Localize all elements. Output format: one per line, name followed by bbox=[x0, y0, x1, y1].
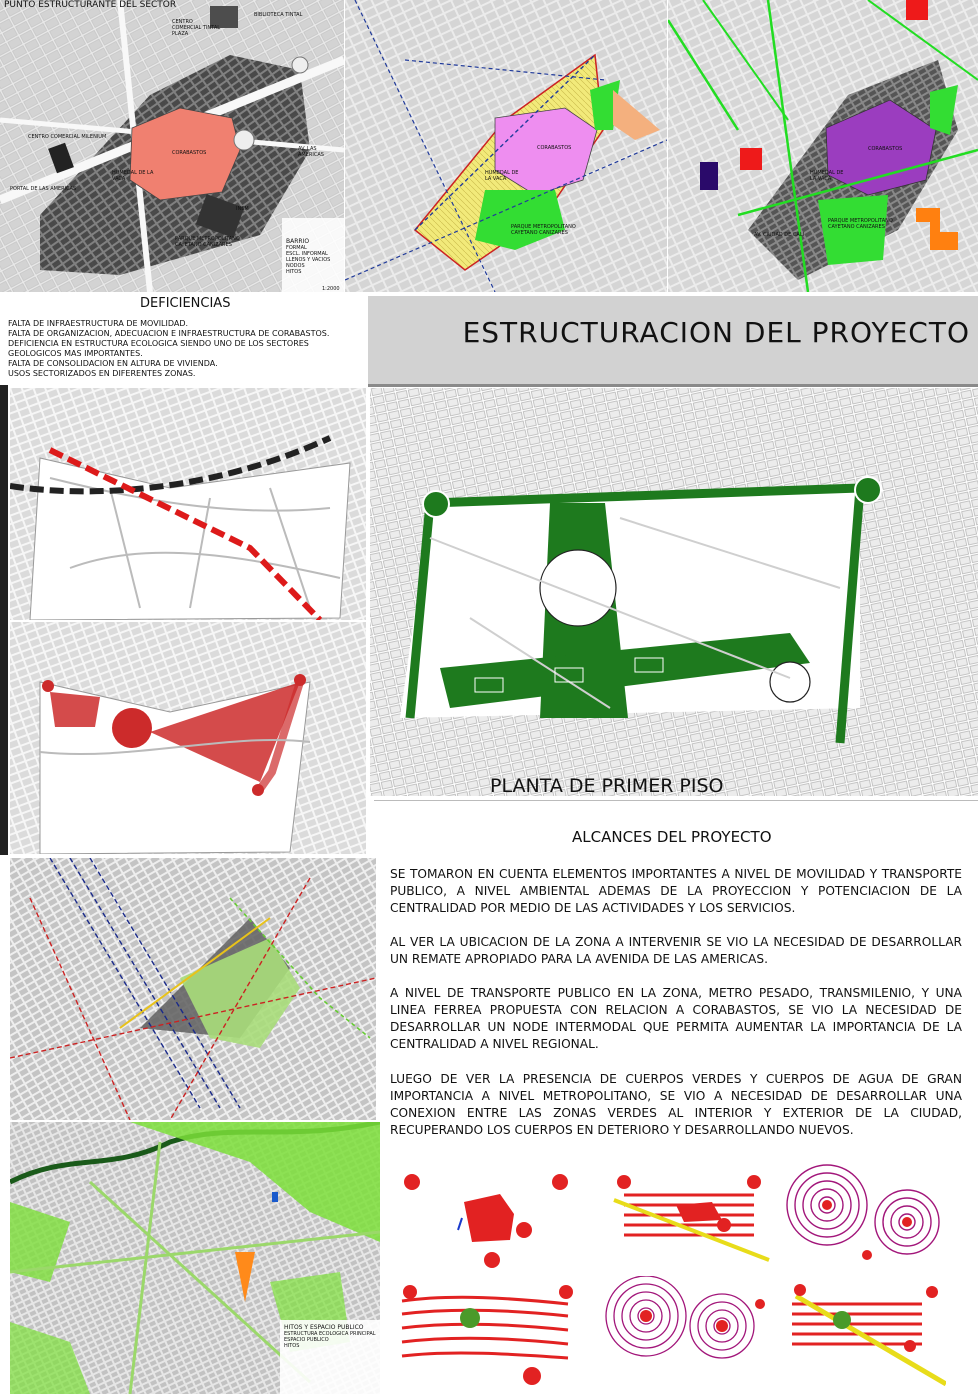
vertical-divider bbox=[0, 385, 8, 855]
map1-label: PORTAL DE LAS AMERICAS bbox=[10, 186, 77, 192]
map-zonificacion bbox=[345, 0, 667, 292]
deficiencia-item: FALTA DE CONSOLIDACION EN ALTURA DE VIVIENDA. bbox=[8, 359, 218, 368]
map1-label: BIBLIOTECA TINTAL bbox=[254, 12, 303, 18]
map1-label: CENTRO COMERCIAL MILENIUM bbox=[28, 134, 107, 140]
planta-primer-piso bbox=[370, 388, 978, 796]
legend-item: ESCL. INFORMAL bbox=[286, 251, 328, 257]
plan-title: PLANTA DE PRIMER PISO bbox=[490, 775, 724, 797]
diagram-cuerpos-agua-drawing bbox=[604, 1276, 774, 1390]
hitos-legend bbox=[284, 1324, 378, 1349]
diagram-transporte-publico-drawing bbox=[10, 858, 376, 1120]
legend-item: FORMAL bbox=[286, 245, 307, 251]
deficiencias-title: DEFICIENCIAS bbox=[140, 296, 231, 311]
legend-item: HITOS bbox=[286, 269, 302, 275]
diagram-conexion-verde-drawing bbox=[392, 1276, 578, 1390]
map-hitos-drawing bbox=[10, 1122, 380, 1394]
diagram-movilidad-lineas bbox=[10, 388, 366, 620]
legend-item: ESPACIO PUBLICO bbox=[284, 1337, 329, 1343]
diagram-remate-drawing bbox=[392, 1160, 578, 1270]
legend-item: NODOS bbox=[286, 263, 305, 269]
section-banner bbox=[368, 296, 978, 387]
map3-label: HUMEDAL DE LA VACA bbox=[810, 170, 844, 182]
diagram-centralidad bbox=[782, 1160, 942, 1270]
map1-title: PUNTO ESTRUCTURANTE DEL SECTOR bbox=[4, 0, 177, 10]
planta-drawing bbox=[370, 388, 978, 796]
diagram-integracion bbox=[782, 1276, 946, 1390]
legend-title: BARRIO bbox=[286, 238, 310, 245]
alcances-title: ALCANCES DEL PROYECTO bbox=[572, 828, 772, 846]
map3-label: PARQUE METROPOLITANO CAYETANO CANIZARES bbox=[828, 218, 893, 230]
diagram-movilidad-lineas-drawing bbox=[10, 388, 366, 620]
deficiencia-item: DEFICIENCIA EN ESTRUCTURA ECOLOGICA SIENDO UNO DE LOS SECTORES bbox=[8, 339, 309, 348]
map-punto-estructurante bbox=[0, 0, 344, 292]
deficiencias-list bbox=[8, 319, 363, 379]
alcances-paragraph: A NIVEL DE TRANSPORTE PUBLICO EN LA ZONA, METRO PESADO, TRANSMILENIO, Y UNA LINEA FERREA PROPUESTA CON RELACION A CORABASTOS, SE VIO LA NECESIDAD DE DESARROLLAR UN NODE INTERMODAL QUE PERMITA AUMENTAR LA IMPORTANCIA DE LA CENTRALIDAD A NIVEL REGIONAL. bbox=[390, 986, 962, 1051]
diagram-transporte-lineas-drawing bbox=[604, 1160, 774, 1270]
vertical-divider-2 bbox=[0, 858, 8, 1394]
alcances-paragraph: LUEGO DE VER LA PRESENCIA DE CUERPOS VERDES Y CUERPOS DE AGUA DE GRAN IMPORTANCIA A NIVEL METROPOLITANO, SE VIO A NECESIDAD DE DESARROLLAR UNA CONEXION ENTRE LAS ZONAS VERDES AL INTERIOR Y EXTERIOR DE LA CIUDAD, RECUPERANDO LOS CUERPOS EN DETERIORO Y DESARROLLANDO NUEVOS. bbox=[390, 1072, 962, 1137]
diagram-nodos bbox=[10, 622, 366, 854]
deficiencia-item: FALTA DE INFRAESTRUCTURA DE MOVILIDAD. bbox=[8, 319, 189, 328]
map3-label: CORABASTOS bbox=[868, 146, 903, 152]
map1-label: PARQUE METROPOLITANO CAYETANO CANIZARES bbox=[175, 236, 240, 248]
diagram-nodos-drawing bbox=[10, 622, 366, 854]
map1-label: CORABASTOS bbox=[172, 150, 207, 156]
map1-label: INEM bbox=[236, 206, 249, 212]
map3-label: AV. CIUDAD DE CALI bbox=[754, 232, 805, 238]
legend-title: HITOS Y ESPACIO PUBLICO bbox=[284, 1324, 364, 1331]
map-movilidad bbox=[668, 0, 978, 292]
plan-rule bbox=[374, 800, 978, 801]
map-movilidad-drawing bbox=[668, 0, 978, 292]
diagram-transporte-publico bbox=[10, 858, 376, 1120]
diagram-integracion-drawing bbox=[782, 1276, 946, 1390]
map1-label: AV. LAS AMERICAS bbox=[298, 146, 324, 158]
map2-label: PARQUE METROPOLITANO CAYETANO CANIZARES bbox=[511, 224, 576, 236]
legend-item: HITOS bbox=[284, 1343, 300, 1349]
alcances-paragraph: SE TOMARON EN CUENTA ELEMENTOS IMPORTANTES A NIVEL DE MOVILIDAD Y TRANSPORTE PUBLICO, A NIVEL AMBIENTAL ADEMAS DE LA PROYECCION Y POTENCIACION DE LA CENTRALIDAD POR MEDIO DE LAS ACTIVIDADES Y LOS SERVICIOS. bbox=[390, 867, 962, 915]
map-zonificacion-drawing bbox=[345, 0, 667, 292]
diagram-remate bbox=[392, 1160, 578, 1270]
map-hitos-espacio-publico bbox=[10, 1122, 380, 1394]
map2-label: HUMEDAL DE LA VACA bbox=[485, 170, 519, 182]
diagram-centralidad-drawing bbox=[782, 1160, 942, 1270]
diagram-conexion-verde bbox=[392, 1276, 578, 1390]
banner-title: ESTRUCTURACION DEL PROYECTO bbox=[462, 316, 970, 349]
deficiencia-item: USOS SECTORIZADOS EN DIFERENTES ZONAS. bbox=[8, 369, 196, 378]
map1-scale: 1:2000 bbox=[322, 286, 340, 292]
diagram-cuerpos-agua bbox=[604, 1276, 774, 1390]
map1-legend bbox=[286, 238, 342, 275]
map1-label: CENTRO COMERCIAL TINTAL PLAZA bbox=[172, 19, 221, 37]
legend-item: ESTRUCTURA ECOLOGICA PRINCIPAL bbox=[284, 1331, 376, 1337]
deficiencia-item: GEOLOGICOS MAS IMPORTANTES. bbox=[8, 349, 143, 358]
legend-item: LLENOS Y VACIOS bbox=[286, 257, 331, 263]
diagram-transporte-lineas bbox=[604, 1160, 774, 1270]
map2-label: CORABASTOS bbox=[537, 145, 572, 151]
deficiencia-item: FALTA DE ORGANIZACION, ADECUACION E INFRAESTRUCTURA DE CORABASTOS. bbox=[8, 329, 330, 338]
alcances-paragraph: AL VER LA UBICACION DE LA ZONA A INTERVENIR SE VIO LA NECESIDAD DE DESARROLLAR UN REMATE APROPIADO PARA LA AVENIDA DE LAS AMERICAS. bbox=[390, 935, 962, 966]
map1-label: HUMEDAL DE LA VACA bbox=[112, 170, 154, 182]
